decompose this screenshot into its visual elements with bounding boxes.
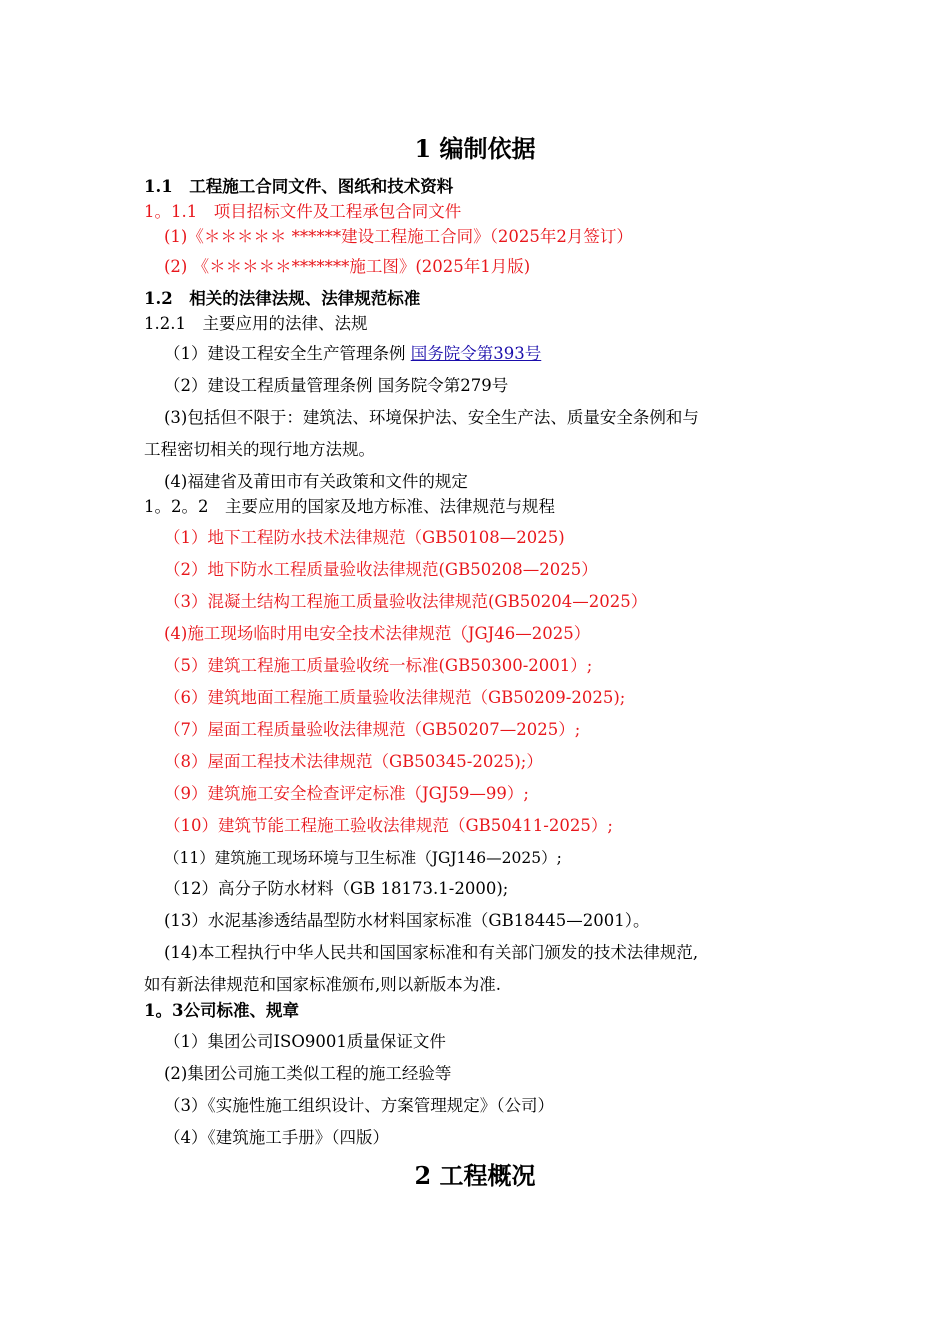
heading-1-3: 1。3公司标准、规章 [144,1001,299,1020]
law-item-1-text: （1）建设工程安全生产管理条例 [164,344,411,363]
law-item-3-line-1: (3)包括但不限于：建筑法、环境保护法、安全生产法、质量安全条例和与 [164,408,699,427]
standard-item: （5）建筑工程施工质量验收统一标准(GB50300-2001）; [164,656,593,675]
standard-item: （9）建筑施工安全检查评定标准（JGJ59—99）; [164,784,529,803]
heading-section-1: 1 编制依据 [414,134,536,163]
heading-1-1-1: 1。1.1 项目招标文件及工程承包合同文件 [144,202,462,221]
standard-item: （1）地下工程防水技术法律规范（GB50108—2025) [164,528,565,547]
law-item-3-line-2: 工程密切相关的现行地方法规。 [144,440,375,459]
heading-1-1: 1.1 工程施工合同文件、图纸和技术资料 [144,177,454,196]
standard-item-11: （11）建筑施工现场环境与卫生标准（JGJ146—2025）; [164,849,562,867]
heading-1-2-2: 1。2。2 主要应用的国家及地方标准、法律规范与规程 [144,497,555,516]
standard-item-12: （12）高分子防水材料（GB 18173.1-2000); [164,879,509,898]
standard-item: （6）建筑地面工程施工质量验收法律规范（GB50209-2025); [164,688,626,707]
company-item: (2)集团公司施工类似工程的施工经验等 [164,1064,452,1083]
law-item-1 [164,343,541,365]
heading-1-2-1: 1.2.1 主要应用的法律、法规 [144,314,368,333]
standard-item: （7）屋面工程质量验收法律规范（GB50207—2025）; [164,720,581,739]
law-item-1-link[interactable]: 国务院令第393号 [410,344,542,363]
standard-item: (4)施工现场临时用电安全技术法律规范（JGJ46—2025） [164,624,591,643]
standard-item: （8）屋面工程技术法律规范（GB50345-2025);） [164,752,543,771]
law-item-2: （2）建设工程质量管理条例 国务院令第279号 [164,376,509,395]
company-item: （3）《实施性施工组织设计、方案管理规定》（公司） [164,1096,554,1115]
heading-section-2: 2 工程概况 [414,1161,536,1190]
contract-item: (1)《＊＊＊＊＊ ******建设工程施工合同》（2025年2月签订） [164,227,633,246]
heading-1-2: 1.2 相关的法律法规、法律规范标准 [144,289,421,308]
standard-item: （2）地下防水工程质量验收法律规范(GB50208—2025） [164,560,598,579]
standard-item: （3）混凝土结构工程施工质量验收法律规范(GB50204—2025） [164,592,648,611]
standard-item-14-line-1: (14)本工程执行中华人民共和国国家标准和有关部门颁发的技术法律规范, [164,943,699,962]
law-item-4: (4)福建省及莆田市有关政策和文件的规定 [164,472,468,491]
standard-item: （10）建筑节能工程施工验收法律规范（GB50411-2025）; [164,816,613,835]
contract-item: (2) 《＊＊＊＊＊*******施工图》(2025年1月版) [164,257,531,276]
company-item: （1）集团公司ISO9001质量保证文件 [164,1032,446,1051]
standard-item-14-line-2: 如有新法律规范和国家标准颁布,则以新版本为准. [144,975,501,994]
standard-item-13: (13）水泥基渗透结晶型防水材料国家标准（GB18445—2001）。 [164,911,650,930]
company-item: （4）《建筑施工手册》（四版） [164,1128,389,1147]
